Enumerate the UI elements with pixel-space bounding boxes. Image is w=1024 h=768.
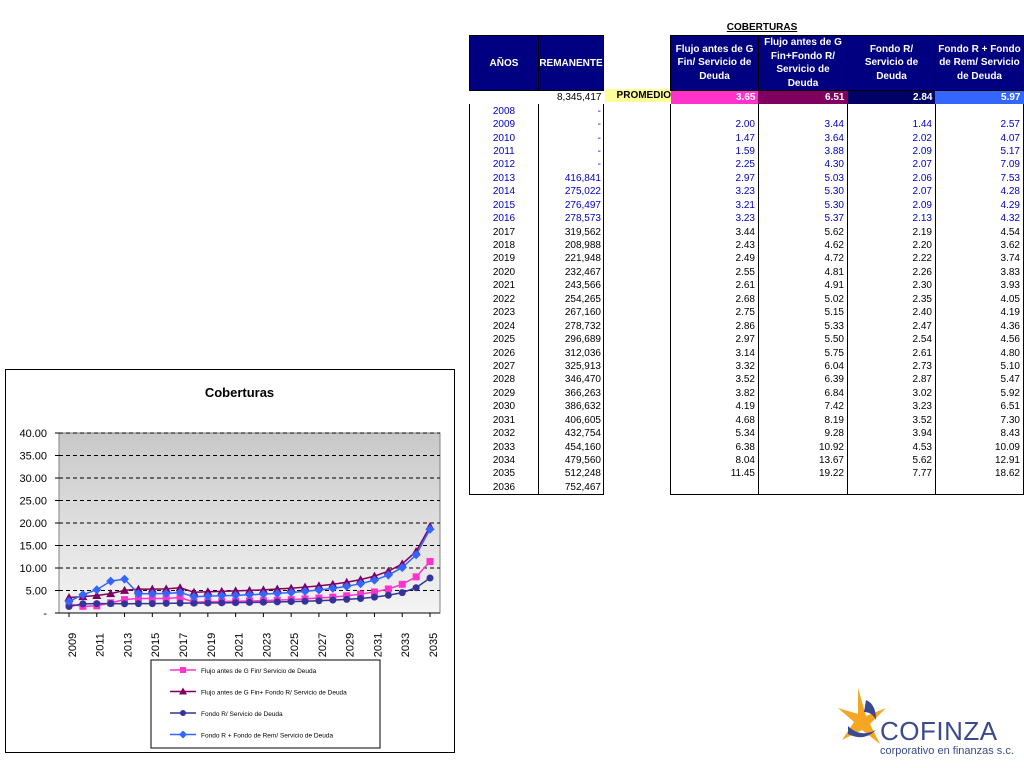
year-cell: 2032 <box>470 427 539 440</box>
coverage-cell: 2.57 <box>935 118 1023 131</box>
year-cell: 2034 <box>470 454 539 467</box>
data-point <box>246 599 253 606</box>
year-cell: 2014 <box>470 185 539 198</box>
coverage-cell: 4.72 <box>758 252 847 265</box>
y-tick-label: 20.00 <box>19 518 47 530</box>
remanente-cell: 275,022 <box>539 185 604 198</box>
promedio-value: 2.84 <box>848 91 936 105</box>
data-point <box>357 595 364 602</box>
coverage-cell: 4.81 <box>758 266 847 279</box>
year-cell: 2009 <box>470 118 539 131</box>
year-cell: 2015 <box>470 199 539 212</box>
year-cell: 2013 <box>470 172 539 185</box>
x-tick-label: 2017 <box>177 632 190 658</box>
data-point <box>302 598 309 605</box>
coverage-cell: 2.19 <box>848 225 936 238</box>
coverage-cell: 2.73 <box>848 360 936 373</box>
year-cell: 2029 <box>470 387 539 400</box>
year-cell: 2010 <box>470 131 539 144</box>
header-years: AÑOS <box>470 36 539 91</box>
promedio-label: PROMEDIO <box>605 89 671 102</box>
coverage-cell: 5.47 <box>935 373 1023 386</box>
y-tick-label: 35.00 <box>19 450 47 463</box>
remanente-cell: 416,841 <box>539 172 604 185</box>
promedio-value: 3.65 <box>671 91 759 105</box>
remanente-cell: 267,160 <box>539 306 604 319</box>
header-col3: Fondo R/ Servicio de Deuda <box>848 36 936 91</box>
data-point <box>385 592 392 599</box>
coverage-cell: 8.04 <box>671 454 759 467</box>
chart-title: Coberturas <box>204 385 275 400</box>
coverage-cell: 1.59 <box>671 145 759 158</box>
coverage-cell: 4.19 <box>935 306 1023 319</box>
coverage-cell: 5.02 <box>758 293 847 306</box>
coverage-cell: 2.61 <box>671 279 759 292</box>
year-cell: 2011 <box>470 145 539 158</box>
x-tick-label: 2015 <box>150 632 163 658</box>
coverage-cell: 2.09 <box>848 199 936 212</box>
coverage-cell: 7.53 <box>935 172 1023 185</box>
data-point <box>315 597 322 604</box>
coverage-cell: 2.07 <box>848 185 936 198</box>
coverage-cell: 2.26 <box>848 266 936 279</box>
coverage-cell: 2.07 <box>848 158 936 171</box>
data-point <box>93 600 100 607</box>
coverage-cell: 3.23 <box>671 212 759 225</box>
y-tick-label: - <box>43 608 47 620</box>
year-cell: 2025 <box>470 333 539 346</box>
coverage-cell: 13.67 <box>758 454 847 467</box>
data-point <box>135 600 142 607</box>
coverage-cell: 3.21 <box>671 199 759 212</box>
header-col1: Flujo antes de G Fin/ Servicio de Deuda <box>671 36 759 91</box>
coverage-cell: 2.97 <box>671 172 759 185</box>
coverage-cell: 7.09 <box>935 158 1023 171</box>
coverage-cell: 3.94 <box>848 427 936 440</box>
coverage-cell: 4.28 <box>935 185 1023 198</box>
year-cell: 2033 <box>470 440 539 453</box>
data-point <box>274 598 281 605</box>
coverage-cell: 5.15 <box>758 306 847 319</box>
coverage-cell: 4.29 <box>935 199 1023 212</box>
y-tick-label: 5.00 <box>25 585 47 598</box>
year-cell: 2023 <box>470 306 539 319</box>
coverage-cell: 6.51 <box>935 400 1023 413</box>
year-cell: 2036 <box>470 481 539 495</box>
remanente-cell: - <box>539 158 604 171</box>
coverage-cell: 3.23 <box>671 185 759 198</box>
remanente-cell: 752,467 <box>539 481 604 495</box>
coverage-cell: 3.14 <box>671 346 759 359</box>
year-cell: 2028 <box>470 373 539 386</box>
coverage-cell: 2.61 <box>848 346 936 359</box>
remanente-cell: 278,732 <box>539 319 604 332</box>
remanente-cell: 386,632 <box>539 400 604 413</box>
coverage-cell: 4.36 <box>935 319 1023 332</box>
coverage-cell: 2.75 <box>671 306 759 319</box>
data-point <box>413 573 420 580</box>
remanente-cell: 432,754 <box>539 427 604 440</box>
x-tick-label: 2033 <box>400 632 413 658</box>
coverage-cell: 2.00 <box>671 118 759 131</box>
year-cell: 2030 <box>470 400 539 413</box>
data-point <box>399 581 406 588</box>
remanente-cell: 221,948 <box>539 252 604 265</box>
coverage-cell: 4.91 <box>758 279 847 292</box>
remanente-cell: 243,566 <box>539 279 604 292</box>
x-tick-label: 2025 <box>289 632 302 658</box>
coverage-cell: 3.93 <box>935 279 1023 292</box>
coverage-cell: 2.35 <box>848 293 936 306</box>
remanente-cell: 254,265 <box>539 293 604 306</box>
coverage-cell: 7.42 <box>758 400 847 413</box>
coverage-cell: 7.30 <box>935 414 1023 427</box>
coverage-cell: 2.87 <box>848 373 936 386</box>
data-point <box>79 600 86 607</box>
x-tick-label: 2011 <box>94 633 107 657</box>
coverage-cell: 5.33 <box>758 319 847 332</box>
coverage-cell: 3.32 <box>671 360 759 373</box>
coverage-cell: 6.04 <box>758 360 847 373</box>
remanente-cell: - <box>539 118 604 131</box>
year-cell: 2027 <box>470 360 539 373</box>
star-icon <box>838 688 886 744</box>
remanente-cell: 232,467 <box>539 266 604 279</box>
coverage-cell: 5.30 <box>758 199 847 212</box>
coverage-cell: 4.62 <box>758 239 847 252</box>
coverage-cell: 5.03 <box>758 172 847 185</box>
coverage-cell: 2.55 <box>671 266 759 279</box>
coverage-cell: 4.07 <box>935 131 1023 144</box>
coverage-cell: 19.22 <box>758 467 847 480</box>
coverage-cell: 2.47 <box>848 319 936 332</box>
year-cell: 2017 <box>470 225 539 238</box>
coverage-cell: 5.30 <box>758 185 847 198</box>
year-cell: 2020 <box>470 266 539 279</box>
data-point <box>177 600 184 607</box>
data-point <box>385 585 392 592</box>
coverage-cell: 5.62 <box>758 225 847 238</box>
x-tick-label: 2023 <box>261 632 274 658</box>
data-point <box>260 599 267 606</box>
coverage-cell: 4.19 <box>671 400 759 413</box>
year-cell: 2035 <box>470 467 539 480</box>
coverage-cell: 4.53 <box>848 440 936 453</box>
logo-tagline: corporativo en finanzas s.c. <box>880 745 1014 757</box>
coverage-cell: 18.62 <box>935 467 1023 480</box>
remanente-cell: 512,248 <box>539 467 604 480</box>
year-cell: 2012 <box>470 158 539 171</box>
data-point <box>180 667 186 673</box>
coverage-cell: 3.64 <box>758 131 847 144</box>
coverage-cell: 1.47 <box>671 131 759 144</box>
data-point <box>371 594 378 601</box>
data-point <box>343 596 350 603</box>
table-title: COBERTURAS <box>726 22 798 33</box>
coverage-cell: 9.28 <box>758 427 847 440</box>
coverage-cell: 2.43 <box>671 239 759 252</box>
header-col4: Fondo R + Fondo de Rem/ Servicio de Deuda <box>935 36 1023 91</box>
coverage-cell: 2.86 <box>671 319 759 332</box>
coverage-cell: 5.37 <box>758 212 847 225</box>
coverage-cell: 2.06 <box>848 172 936 185</box>
x-tick-label: 2013 <box>122 632 135 658</box>
legend-label: Fondo R + Fondo de Rem/ Servicio de Deuda <box>201 732 334 740</box>
coverage-cell: 6.38 <box>671 440 759 453</box>
data-point <box>427 558 434 565</box>
remanente-cell: 208,988 <box>539 239 604 252</box>
coverage-cell: 3.83 <box>935 266 1023 279</box>
coverage-cell: 2.30 <box>848 279 936 292</box>
data-point <box>232 599 239 606</box>
remanente-cell: 319,562 <box>539 225 604 238</box>
coverage-cell: 4.54 <box>935 225 1023 238</box>
year-cell: 2018 <box>470 239 539 252</box>
coverage-cell: 5.92 <box>935 387 1023 400</box>
data-point <box>163 600 170 607</box>
promedio-value: 5.97 <box>935 91 1023 105</box>
year-cell: 2016 <box>470 212 539 225</box>
coverage-cell: 2.25 <box>671 158 759 171</box>
total-remanente: 8,345,417 <box>557 92 602 104</box>
data-point <box>329 597 336 604</box>
coverage-cell: 6.84 <box>758 387 847 400</box>
y-tick-label: 10.00 <box>19 563 47 575</box>
data-point <box>121 600 128 607</box>
coverage-cell: 3.62 <box>935 239 1023 252</box>
x-tick-label: 2009 <box>66 632 79 658</box>
coverage-cell: 8.19 <box>758 414 847 427</box>
coverage-cell: 5.75 <box>758 346 847 359</box>
year-cell: 2019 <box>470 252 539 265</box>
coverage-cell: 11.45 <box>671 467 759 480</box>
coverage-cell: 4.68 <box>671 414 759 427</box>
coverage-cell: 2.68 <box>671 293 759 306</box>
promedio-value: 6.51 <box>758 91 847 105</box>
remanente-cell: 325,913 <box>539 360 604 373</box>
coverage-cell: 3.88 <box>758 145 847 158</box>
coverage-cell: 10.92 <box>758 440 847 453</box>
legend-label: Flujo antes de G Fin+ Fondo R/ Servicio de Deuda <box>201 689 347 697</box>
coverage-cell: 3.52 <box>671 373 759 386</box>
remanente-cell: 479,560 <box>539 454 604 467</box>
coverage-cell: 5.17 <box>935 145 1023 158</box>
data-point <box>107 600 114 607</box>
legend-label: Flujo antes de G Fin/ Servicio de Deuda <box>201 668 317 675</box>
x-tick-label: 2027 <box>316 632 329 658</box>
year-cell: 2031 <box>470 414 539 427</box>
remanente-cell: 406,605 <box>539 414 604 427</box>
coverage-cell: 2.22 <box>848 252 936 265</box>
y-tick-label: 25.00 <box>19 495 47 508</box>
coverage-cell: 5.62 <box>848 454 936 467</box>
coverage-cell: 8.43 <box>935 427 1023 440</box>
coverage-cell: 2.40 <box>848 306 936 319</box>
data-point <box>180 710 186 716</box>
remanente-cell: - <box>539 131 604 144</box>
coverage-cell: 4.56 <box>935 333 1023 346</box>
coverage-cell: 3.44 <box>671 225 759 238</box>
y-tick-label: 40.00 <box>19 428 47 440</box>
coverage-cell: 3.44 <box>758 118 847 131</box>
y-tick-label: 15.00 <box>19 540 47 553</box>
data-point <box>218 599 225 606</box>
coverage-cell: 2.02 <box>848 131 936 144</box>
coverage-cell: 2.97 <box>671 333 759 346</box>
remanente-cell: 278,573 <box>539 212 604 225</box>
data-point <box>399 589 406 596</box>
coverage-cell: 5.34 <box>671 427 759 440</box>
data-point <box>427 575 434 582</box>
x-tick-label: 2019 <box>205 632 218 658</box>
year-cell: 2022 <box>470 293 539 306</box>
data-point <box>413 584 420 591</box>
coverage-cell: 3.82 <box>671 387 759 400</box>
x-tick-label: 2031 <box>372 632 385 658</box>
coverage-cell: 12.91 <box>935 454 1023 467</box>
coverage-cell: 2.49 <box>671 252 759 265</box>
coverage-cell: 2.09 <box>848 145 936 158</box>
remanente-cell: 296,689 <box>539 333 604 346</box>
data-point <box>149 600 156 607</box>
coverage-cell: 2.13 <box>848 212 936 225</box>
year-cell: 2021 <box>470 279 539 292</box>
coverage-cell: 5.10 <box>935 360 1023 373</box>
remanente-cell: 276,497 <box>539 199 604 212</box>
coverage-cell: 1.44 <box>848 118 936 131</box>
coverage-cell: 3.52 <box>848 414 936 427</box>
coverage-cell: 6.39 <box>758 373 847 386</box>
coverage-cell: 4.05 <box>935 293 1023 306</box>
legend-label: Fondo R/ Servicio de Deuda <box>201 711 283 718</box>
remanente-cell: 312,036 <box>539 346 604 359</box>
header-remanente: REMANENTE <box>539 36 604 91</box>
header-col2: Flujo antes de G Fin+Fondo R/ Servicio de Deuda <box>758 36 847 91</box>
year-cell: 2024 <box>470 319 539 332</box>
remanente-cell: 366,263 <box>539 387 604 400</box>
remanente-cell: - <box>539 104 604 117</box>
coverage-cell: 4.32 <box>935 212 1023 225</box>
remanente-cell: 346,470 <box>539 373 604 386</box>
logo-name: COFINZA <box>880 716 998 746</box>
coverage-cell: 3.74 <box>935 252 1023 265</box>
coverage-cell: 3.23 <box>848 400 936 413</box>
y-tick-label: 30.00 <box>19 473 47 485</box>
coverage-cell: 5.50 <box>758 333 847 346</box>
remanente-cell: 454,160 <box>539 440 604 453</box>
coverage-cell: 4.30 <box>758 158 847 171</box>
coverage-cell: 2.54 <box>848 333 936 346</box>
x-tick-label: 2029 <box>344 632 357 658</box>
year-cell: 2008 <box>470 104 539 117</box>
remanente-cell: - <box>539 145 604 158</box>
coverage-cell: 4.80 <box>935 346 1023 359</box>
year-cell: 2026 <box>470 346 539 359</box>
x-tick-label: 2021 <box>233 632 246 658</box>
data-point <box>288 598 295 605</box>
coverage-cell: 3.02 <box>848 387 936 400</box>
x-tick-label: 2035 <box>427 632 440 658</box>
coverage-cell: 10.09 <box>935 440 1023 453</box>
coverage-cell: 2.20 <box>848 239 936 252</box>
coverage-cell: 7.77 <box>848 467 936 480</box>
